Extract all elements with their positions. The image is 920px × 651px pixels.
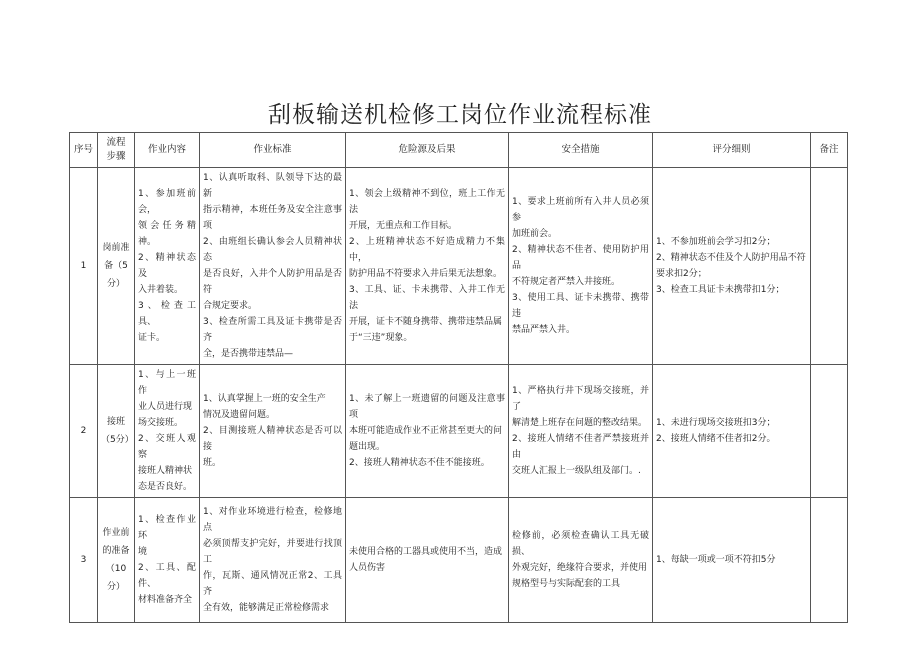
row-standard: 1、认真掌握上一班的安全生产 情况及遗留问题。 2、目测接班人精神状态是否可以接 班。 xyxy=(203,394,342,468)
header-content: 作业内容 xyxy=(135,133,200,168)
row-content: 1、检查作业环 境 2、工具、配件、 材料准备齐全 xyxy=(138,515,196,605)
row-seq: 1 xyxy=(70,168,98,365)
row-hazard: 1、领会上级精神不到位，班上工作无法 开展，无重点和工作目标。 2、上班精神状态不好造成精力不集中， 防护用品不符要求入井后果无法想象。 3、工具、证、卡未携带、入井工作无法 开展，证卡不随身携带、携带违禁品属 于“三违”现象。 xyxy=(349,189,505,343)
header-seq: 序号 xyxy=(70,133,98,168)
header-safety: 安全措施 xyxy=(509,133,653,168)
header-step: 流程 步骤 xyxy=(98,133,135,168)
row-step: 作业前 的准备 （10 分） xyxy=(102,528,130,592)
document-title: 刮板输送机检修工岗位作业流程标准 xyxy=(268,102,652,128)
header-hazard: 危险源及后果 xyxy=(346,133,509,168)
header-scoring: 评分细则 xyxy=(653,133,811,168)
table-header-row xyxy=(70,133,848,168)
header-remark: 备注 xyxy=(811,133,848,168)
row-scoring: 1、未进行现场交接班扣3分； 2、接班人情绪不佳者扣2分。 xyxy=(656,418,776,444)
row-scoring: 1、每缺一项或一项不符扣5分 xyxy=(656,555,776,565)
row-content: 1、与上一班作 业人员进行现 场交接班。 2、交班人观察 接班人精神状 态是否良好。 xyxy=(138,370,196,492)
table-row xyxy=(70,168,848,365)
row-remark xyxy=(811,498,848,623)
table-row xyxy=(70,365,848,498)
row-safety: 1、严格执行井下现场交接班，并了 解清楚上班存在问题的整改结果。 2、接班人情绪不佳者严禁接班并由 交班人汇报上一级队组及部门。. xyxy=(512,386,649,476)
row-standard: 1、认真听取科、队领导下达的最新 指示精神，本班任务及安全注意事项 2、由班组长确认参会人员精神状态 是否良好，入井个人防护用品是否符 合规定要求。 3、检查所需工具及证卡携带是否齐 全，是否携带违禁品— xyxy=(203,173,342,359)
row-seq: 2 xyxy=(70,365,98,498)
row-hazard: 未使用合格的工器具或使用不当，造成 人员伤害 xyxy=(349,547,503,573)
row-hazard: 1、未了解上一班遗留的问题及注意事项 本班可能造成作业不正常甚至更大的问 题出现。 2、接班人精神状态不佳不能接班。 xyxy=(349,394,505,468)
row-remark xyxy=(811,365,848,498)
row-scoring: 1、不参加班前会学习扣2分； 2、精神状态不佳及个人防护用品不符 要求扣2分； 3、检查工具证卡未携带扣1分； xyxy=(656,237,806,295)
row-step: 接班 （5分） xyxy=(101,417,134,445)
table-row xyxy=(70,498,848,623)
row-step: 岗前准 备（5 分） xyxy=(102,243,130,289)
row-remark xyxy=(811,168,848,365)
row-safety: 1、要求上班前所有入井人员必须参 加班前会。 2、精神状态不佳者、使用防护用品 不符规定者严禁入井接班。 3、使用工具、证卡未携带、携带违 禁品严禁入井。 xyxy=(512,197,649,335)
row-content: 1、参加班前会， 领会任务精神。 2、精神状态及 入井着装。 3、检查工具、 证卡。 xyxy=(138,189,196,343)
workflow-table xyxy=(69,132,848,623)
row-safety: 检修前，必须检查确认工具无破损、 外观完好，绝缘符合要求，并使用 规格型号与实际配套的工具 xyxy=(512,531,649,589)
row-seq: 3 xyxy=(70,498,98,623)
header-standard: 作业标准 xyxy=(200,133,346,168)
row-standard: 1、对作业环境进行检查，检修地点 必须顶帮支护完好，并要进行找顶工 作，瓦斯、通风情况正常2、工具齐 全有效，能够满足正常检修需求 xyxy=(203,507,342,613)
